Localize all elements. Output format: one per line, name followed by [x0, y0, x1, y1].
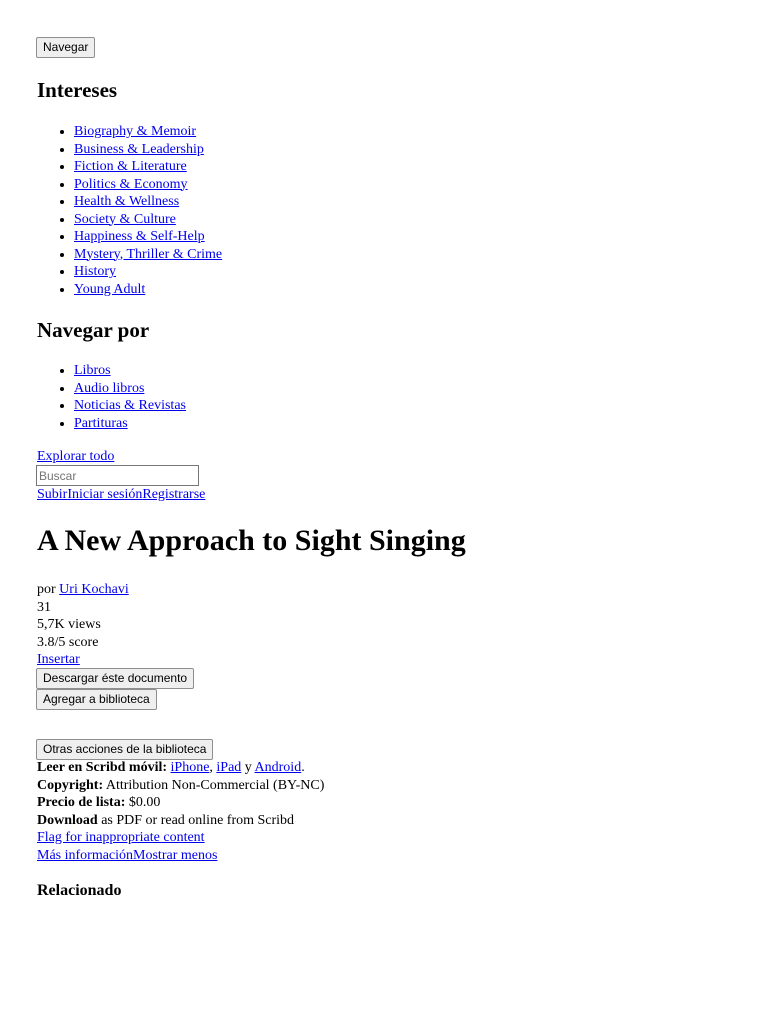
other-library-actions-button[interactable]: Otras acciones de la biblioteca	[36, 739, 213, 760]
browse-link-books[interactable]: Libros	[74, 363, 111, 378]
list-item	[74, 281, 222, 299]
page-count: 31	[37, 599, 51, 615]
separator: y	[241, 760, 255, 775]
register-link[interactable]: Registrarse	[142, 487, 206, 502]
list-item	[74, 141, 222, 159]
android-link[interactable]: Android	[254, 760, 302, 775]
document-title: A New Approach to Sight Singing	[37, 524, 466, 557]
iphone-link[interactable]: iPhone	[170, 760, 210, 775]
mobile-line	[37, 759, 324, 777]
document-details	[37, 759, 324, 864]
ipad-link[interactable]: iPad	[216, 760, 242, 775]
separator: ,	[209, 760, 217, 775]
browse-link-sheet-music[interactable]: Partituras	[74, 415, 128, 431]
score: 3.8/5 score	[37, 634, 99, 650]
copyright-line	[37, 777, 324, 795]
author-line	[37, 581, 129, 599]
interest-link-biography[interactable]: Biography & Memoir	[74, 124, 197, 139]
embed-link[interactable]: Insertar	[37, 652, 80, 667]
flag-content-link[interactable]: Flag for inappropriate content	[37, 830, 205, 845]
browse-link-news-magazines[interactable]: Noticias & Revistas	[74, 398, 186, 413]
login-link[interactable]: Iniciar sesión	[67, 487, 143, 502]
add-to-library-button[interactable]: Agregar a biblioteca	[36, 689, 157, 710]
interests-list	[37, 123, 222, 298]
upload-link[interactable]: Subir	[37, 487, 68, 502]
show-less-link[interactable]: Mostrar menos	[133, 847, 218, 863]
navigate-button[interactable]: Navegar	[36, 37, 95, 58]
document-meta	[37, 581, 129, 669]
download-line	[37, 812, 324, 830]
price-label: Precio de lista:	[37, 795, 126, 810]
list-item	[74, 158, 222, 176]
interest-link-politics[interactable]: Politics & Economy	[74, 176, 188, 192]
related-heading: Relacionado	[37, 882, 122, 899]
interest-link-young-adult[interactable]: Young Adult	[74, 281, 146, 297]
list-item	[74, 193, 222, 211]
interest-link-business[interactable]: Business & Leadership	[74, 141, 204, 157]
interest-link-happiness[interactable]: Happiness & Self-Help	[74, 229, 205, 244]
browse-list	[37, 362, 186, 432]
download-value: as PDF or read online from Scribd	[101, 812, 295, 828]
price-line	[37, 794, 324, 812]
author-link[interactable]: Uri Kochavi	[59, 582, 129, 597]
download-label: Download	[37, 812, 98, 828]
browse-link-audiobooks[interactable]: Audio libros	[74, 380, 145, 396]
list-item	[74, 211, 222, 229]
copyright-label: Copyright:	[37, 777, 104, 793]
list-item	[74, 228, 222, 246]
interests-heading: Intereses	[37, 78, 118, 102]
interest-link-history[interactable]: History	[74, 264, 116, 279]
view-count: 5,7K views	[37, 617, 101, 632]
explore-all-link[interactable]: Explorar todo	[37, 449, 115, 464]
separator: .	[301, 760, 305, 775]
price-value: $0.00	[128, 795, 161, 810]
list-item	[74, 397, 186, 415]
interest-link-fiction[interactable]: Fiction & Literature	[74, 159, 187, 174]
browse-heading: Navegar por	[37, 318, 150, 342]
download-document-button[interactable]: Descargar éste documento	[36, 668, 194, 689]
more-info-link[interactable]: Más información	[37, 847, 134, 863]
list-item	[74, 263, 222, 281]
interest-link-mystery[interactable]: Mystery, Thriller & Crime	[74, 246, 223, 262]
info-toggle-line	[37, 847, 324, 865]
copyright-value: Attribution Non-Commercial (BY-NC)	[105, 777, 325, 793]
by-label: por	[37, 582, 56, 597]
list-item	[74, 380, 186, 398]
list-item	[74, 246, 222, 264]
list-item	[74, 415, 186, 433]
mobile-label: Leer en Scribd móvil:	[37, 760, 168, 775]
interest-link-health[interactable]: Health & Wellness	[74, 194, 180, 209]
list-item	[74, 176, 222, 194]
interest-link-society[interactable]: Society & Culture	[74, 211, 176, 227]
account-links	[37, 486, 205, 504]
list-item	[74, 362, 186, 380]
list-item	[74, 123, 222, 141]
search-input[interactable]	[36, 465, 199, 486]
